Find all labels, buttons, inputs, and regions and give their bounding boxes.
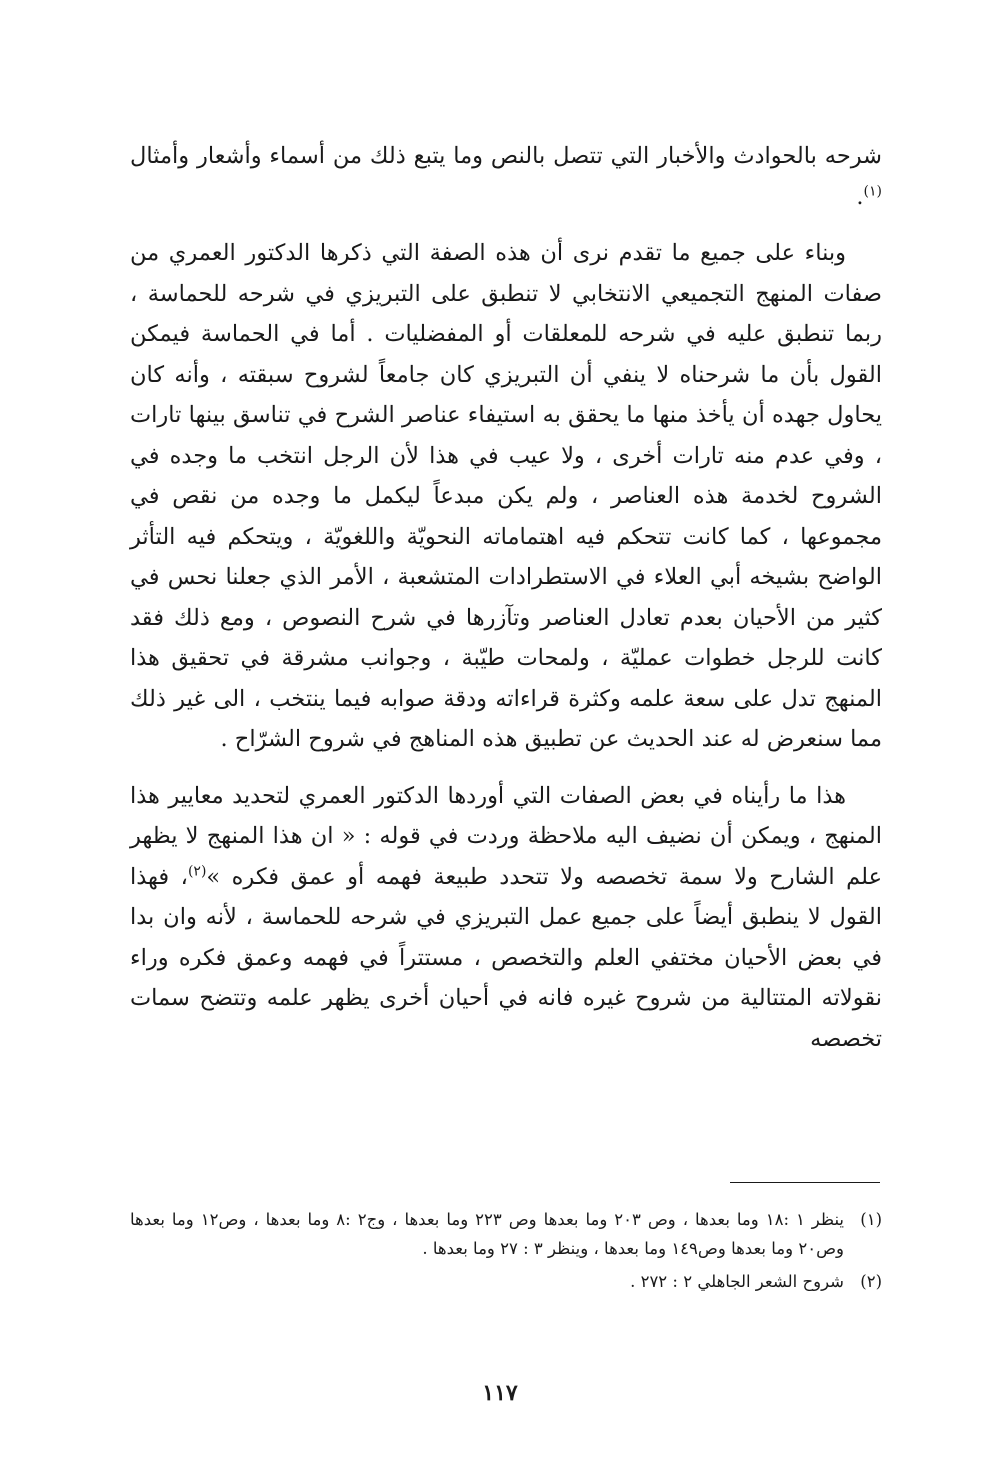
footnote-1 xyxy=(130,1205,882,1263)
paragraph-spacer xyxy=(130,760,882,776)
main-text xyxy=(130,136,882,1059)
footnote-2-text: شروح الشعر الجاهلي ٢ : ٢٧٢ . xyxy=(630,1272,844,1291)
footnote-2 xyxy=(130,1267,882,1296)
paragraph-1-end: . xyxy=(856,183,864,210)
paragraph-3-text-a: هذا ما رأيناه في بعض الصفات التي أوردها الدكتور العمري لتحديد معايير هذا المنهج ، ويمكن أن نضيف اليه ملاحظة وردت في قوله : « ان هذا المنهج لا يظهر علم الشارح ولا سمة تخصصه ولا تتحدد طبيعة فهمه أو عمق فكره » xyxy=(130,782,883,890)
page-number: ١١٧ xyxy=(482,1380,518,1406)
footnote-1-marker: (١) xyxy=(860,1210,882,1229)
paragraph-1-text: شرحه بالحوادث والأخبار التي تتصل بالنص وما يتبع ذلك من أسماء وأشعار وأمثال xyxy=(130,143,882,169)
footnotes xyxy=(130,1205,882,1300)
footnote-1-text: ينظر ١ :١٨ وما بعدها ، وص ٢٠٣ وما بعدها وص ٢٢٣ وما بعدها ، وج٢ :٨ وما بعدها ، وص١٢ وما بعدها وص٢٠ وما بعدها وص١٤٩ وما بعدها ، وينظر ٣ : ٢٧ وما بعدها . xyxy=(130,1210,845,1258)
paragraph-2: وبناء على جميع ما تقدم نرى أن هذه الصفة التي ذكرها الدكتور العمري من صفات المنهج التجميعي الانتخابي لا تنطبق على التبريزي في شرحه للحماسة ، ربما تنطبق عليه في شرحه للمعلقات أو المفضليات . أما في الحماسة فيمكن القول بأن ما شرحناه لا ينفي أن التبريزي كان جامعاً لشروح سبقته ، وأنه كان يحاول جهده أن يأخذ منها ما يحقق به استيفاء عناصر الشرح في تناسق بينها تارات ، وفي عدم منه تارات أخرى ، ولا عيب في هذا لأن الرجل انتخب ما وجده في الشروح لخدمة هذه العناصر ، ولم يكن مبدعاً ليكمل ما وجده من نقص في مجموعها ، كما كانت تتحكم فيه اهتماماته النحويّة واللغويّة ، ويتحكم فيه التأثر الواضح بشيخه أبي العلاء في الاستطرادات المتشعبة ، الأمر الذي جعلنا نحس في كثير من الأحيان بعدم تعادل العناصر وتآزرها في شرح النصوص ، ومع ذلك فقد كانت للرجل خطوات عمليّة ، ولمحات طيّبة ، وجوانب مشرقة في تحقيق هذا المنهج تدل على سعة علمه وكثرة قراءاته ودقة صوابه فيما ينتخب ، الى غير ذلك مما سنعرض له عند الحديث عن تطبيق هذه المناهج في شروح الشرّاح . xyxy=(130,240,882,752)
paragraph-3 xyxy=(130,776,882,1060)
paragraph-1 xyxy=(130,136,882,217)
paragraph-spacer xyxy=(130,217,882,233)
paragraph-3-text-b: ، فهذا القول لا ينطبق أيضاً على جميع عمل التبريزي في شرحه للحماسة ، لأنه وان بدا في بعض الأحيان مختفي العلم والتخصص ، مستتراً في فهمه وعمق فكره وراء نقولاته المتتالية من شروح غيره فانه في أحيان أخرى يظهر علمه وتتضح سمات تخصصه xyxy=(130,863,882,1052)
footnote-ref-1: (١) xyxy=(863,183,882,199)
footnote-ref-2: (٢) xyxy=(187,863,207,879)
footnote-2-marker: (٢) xyxy=(860,1272,882,1291)
footnote-separator xyxy=(730,1182,880,1183)
